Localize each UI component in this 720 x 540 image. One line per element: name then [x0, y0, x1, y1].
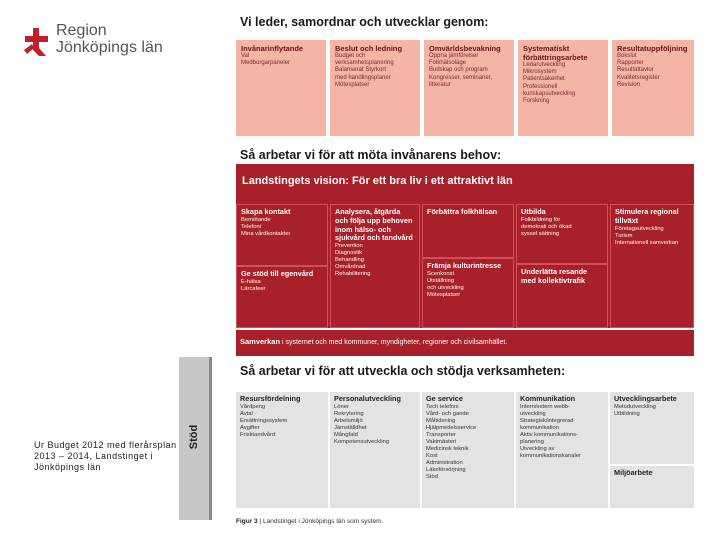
red-box-item: och utveckling	[427, 284, 464, 291]
top-box-item: Kongresser, seminarier,	[429, 74, 493, 81]
top-box-item: Revision	[617, 81, 641, 88]
red-box-utbilda	[516, 204, 608, 264]
top-box-item: Mikrosystem	[523, 69, 557, 76]
section-heading-citizen: Så arbetar vi för att möta invånarens behov:	[240, 148, 502, 162]
red-box-underlatta	[516, 264, 608, 328]
section-heading-support: Så arbetar vi för att utveckla och stödja verksamheten:	[240, 364, 566, 378]
figure-text: Landstinget i Jönköpings län som system.	[262, 518, 384, 525]
vision-text: Landstingets vision: För ett bra liv i ett attraktivt län	[242, 175, 513, 187]
grey-box-item: planering	[520, 438, 544, 445]
grey-box-item: Utveckling av	[520, 445, 555, 452]
grey-box-item: Tech telefoni	[426, 403, 459, 410]
red-box-title: Ge stöd till egenvård	[241, 269, 314, 278]
grey-box-title: Ge service	[426, 394, 463, 403]
logo-line-1: Region	[56, 22, 107, 39]
grey-box-item: Vaktmästeri	[426, 438, 457, 445]
grey-box-item: Frisktandvård	[240, 431, 276, 438]
grey-box-utveckling	[610, 392, 694, 464]
top-box-item: Balanserat Styrkort	[335, 67, 387, 74]
red-box-item: Telefoni	[241, 223, 261, 230]
grey-box-item: Strategisk/integrerad	[520, 417, 574, 424]
top-box-item: med handlingsplaner	[335, 74, 391, 81]
red-box-item: syssel sättning	[521, 230, 560, 237]
grey-box-item: Administration	[426, 459, 463, 466]
red-box-item: Turism	[615, 232, 633, 239]
top-box-omvarld	[424, 40, 514, 136]
grey-box-item: Läkeförsörjning	[426, 466, 466, 473]
top-box-item: Öppna jämförelser	[429, 53, 479, 59]
top-box-title: Beslut och ledning	[335, 44, 403, 53]
grey-box-title: Resursfördelning	[240, 394, 301, 403]
grey-box-item: Intern/extern webb-	[520, 403, 570, 410]
grey-box-item: Kompetensutveckling	[334, 438, 390, 445]
red-box-item: Mötesplatser	[427, 291, 461, 298]
top-box-item: Medborgarpaneler	[241, 60, 291, 67]
grey-box-item: Utbildning	[614, 410, 640, 417]
samverkan-text: i systemet och med kommuner, myndigheter, regioner och civilsamhället.	[281, 339, 508, 346]
grey-box-item: Jämställdhet	[334, 424, 367, 431]
red-box-item: Internationell samverkan	[615, 239, 679, 246]
top-box-item: Budskap och program	[429, 67, 488, 74]
logo-line-2: Jönköpings län	[56, 39, 163, 56]
grey-box-item: Hjälpmedelsservice	[426, 424, 477, 431]
support-label: Stöd	[188, 424, 200, 450]
red-box-item: Bemötande	[241, 216, 271, 223]
red-box-item: Behandling	[335, 257, 365, 264]
top-box-item: Resultattavlor	[617, 67, 654, 74]
section-heading-lead: Vi leder, samordnar och utvecklar genom:	[240, 15, 489, 29]
grey-box-resurs	[236, 392, 328, 508]
grey-box-item: Avgifter	[240, 424, 260, 431]
red-box-skapa	[236, 204, 328, 266]
red-box-title: Stimulera regional tillväxt	[615, 207, 679, 225]
red-box-item: Utställning	[427, 277, 455, 284]
red-box-folkhalsa	[422, 204, 514, 258]
grey-box-item: Transporter	[426, 431, 456, 438]
red-box-title: Analysera, åtgärda och följa upp behoven inom hälso- och sjukvård och tandvård	[335, 207, 413, 243]
grey-box-item: utveckling	[520, 410, 546, 417]
red-box-item: Företagsutveckling	[615, 225, 664, 232]
grey-box-item: Ersättningssystem	[240, 417, 288, 424]
grey-box-item: kommunikation	[520, 424, 559, 431]
grey-box-item: Stöd	[426, 473, 438, 480]
red-box-item: Mina vårdkontakter	[241, 230, 291, 237]
red-box-item: Diagnostik	[335, 250, 363, 257]
grey-box-item: Medicinsk teknik	[426, 445, 469, 452]
top-box-item: Mötesplatser	[335, 81, 370, 88]
top-box-title: Omvärldsbevakning	[429, 44, 501, 53]
top-box-item: kunskapsutveckling	[523, 90, 576, 97]
red-box-analysera	[330, 204, 420, 328]
grey-box-title: Utvecklingsarbete	[614, 394, 677, 403]
top-box-item: Folkhälsoläge	[429, 60, 467, 67]
red-box-item: Prevention	[335, 243, 363, 250]
support-label-bar	[179, 357, 212, 520]
grey-box-item: Kost	[426, 452, 438, 459]
logo	[22, 22, 182, 62]
samverkan-label: Samverkan	[240, 337, 281, 346]
samverkan-line	[240, 337, 507, 346]
red-box-title: Främja kulturintresse	[427, 261, 502, 270]
top-box-item: Professionell	[523, 83, 558, 90]
grey-box-title: Personalutveckling	[334, 394, 401, 403]
red-box-egenvard	[236, 266, 328, 328]
top-box-item: Bokslut	[617, 53, 637, 59]
top-box-item: verksamhetsplanering	[335, 60, 394, 67]
top-box-item: Budget och	[335, 53, 366, 59]
red-box-title: Utbilda	[521, 207, 546, 216]
grey-box-item: Vårdpeng	[240, 403, 266, 410]
source-caption: Ur Budget 2012 med flerårsplan 2013 – 2014, Landstinget i Jönköpings län	[34, 440, 177, 472]
top-box-resultat	[612, 40, 694, 136]
top-box-title: Invånarinflytande	[241, 44, 304, 53]
red-box-item: Folkbildning för	[521, 216, 561, 223]
red-box-title: Underlätta resande med kollektivtrafik	[521, 267, 588, 285]
red-box-item: demokrati och ökad	[521, 223, 572, 230]
grey-box-miljo	[610, 466, 694, 508]
red-box-item: Lärcafeer	[241, 285, 266, 292]
grey-box-item: Vård- och gande	[426, 410, 469, 417]
grey-box-title: Kommunikation	[520, 394, 576, 403]
grey-box-item: Aktiv kommunikations-	[520, 431, 578, 438]
top-box-item: Patientsäkerhet	[523, 76, 565, 83]
red-box-framja	[422, 258, 514, 328]
top-box-beslut	[330, 40, 420, 136]
top-box-item: Forskning	[523, 98, 550, 105]
red-box-title: Förbättra folkhälsan	[427, 207, 498, 216]
red-box-item: E-hälsa	[241, 278, 261, 285]
top-box-item: Val	[241, 53, 250, 59]
red-box-item: Rehabilitering	[335, 271, 371, 278]
top-box-forbattring	[518, 40, 608, 136]
grey-box-item: Mångfald	[334, 431, 358, 438]
grey-box-title: Miljöarbete	[614, 468, 653, 477]
red-box-item: Omvårdnad	[335, 264, 366, 271]
top-box-item: litteratur	[429, 81, 451, 88]
top-box-item: Ledarutveckling	[523, 62, 566, 68]
red-box-stimulera	[610, 204, 694, 328]
grey-box-item: Metodutveckling	[614, 403, 656, 410]
grey-box-item: Löner	[334, 403, 349, 410]
grey-box-item: Rekrytering	[334, 410, 364, 417]
top-box-title: Systematiskt förbättringsarbete	[523, 44, 588, 62]
grey-box-item: Avtal	[240, 410, 253, 417]
grey-box-item: kommunikationskanaler	[520, 452, 581, 459]
grey-box-item: Måltidsning	[426, 417, 456, 424]
samverkan-divider	[236, 328, 694, 330]
grey-box-kommunikation	[516, 392, 608, 508]
grey-box-personal	[330, 392, 420, 508]
red-box-title: Skapa kontakt	[241, 207, 291, 216]
top-box-item: Kvalitetsregister	[617, 74, 660, 81]
figure-label: Figur 3	[236, 518, 258, 525]
top-box-title: Resultatuppföljning	[617, 44, 688, 53]
grey-box-service	[422, 392, 514, 508]
top-box-invanarinflytande	[236, 40, 326, 136]
top-box-item: Rapporter	[617, 60, 644, 67]
red-box-item: Scenkonst	[427, 270, 455, 277]
grey-box-item: Arbetsmiljö	[334, 417, 363, 424]
region-cross-icon	[22, 26, 52, 56]
figure-caption: Figur 3 | Landstinget i Jönköpings län som system.	[236, 518, 384, 525]
